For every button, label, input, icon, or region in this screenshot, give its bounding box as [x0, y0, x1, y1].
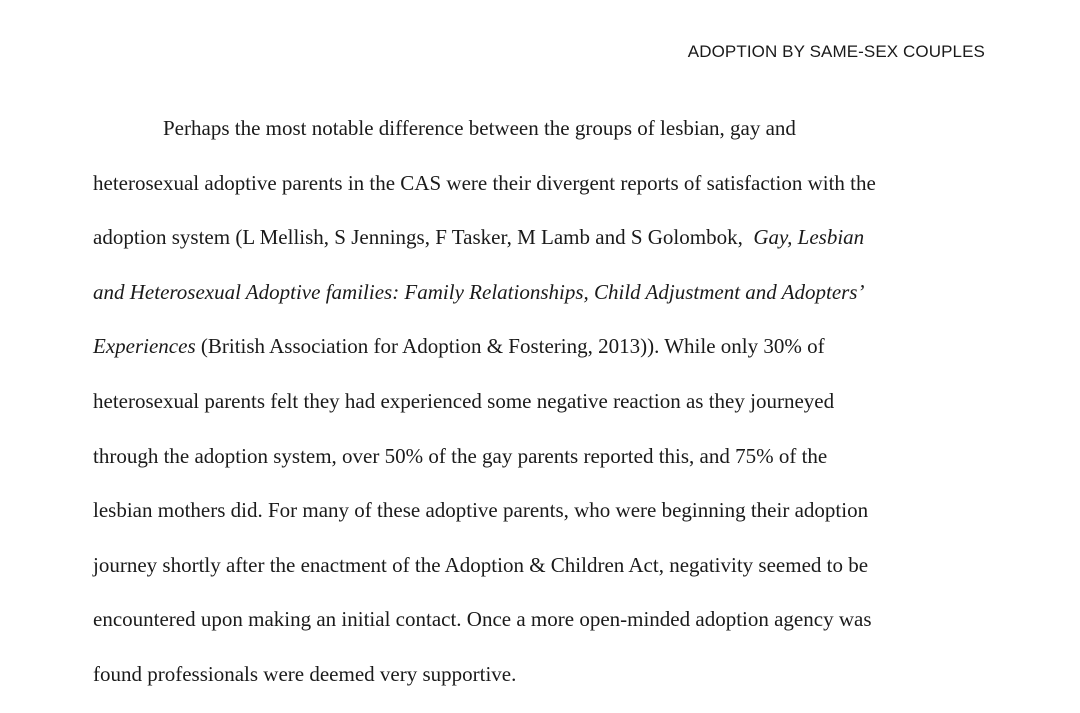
text-segment: (British Association for Adoption & Fostering, 2013)). While only 30% of	[195, 334, 825, 359]
text-segment: lesbian mothers did. For many of these adoptive parents, who were beginning their adoption	[93, 498, 869, 523]
body-paragraph	[93, 110, 993, 711]
text-segment: journey shortly after the enactment of the Adoption & Children Act, negativity seemed to be	[93, 552, 869, 577]
text-segment: heterosexual adoptive parents in the CAS were their divergent reports of satisfaction with the	[93, 170, 876, 195]
italic-title-segment: Gay, Lesbian	[753, 225, 865, 250]
running-head: ADOPTION BY SAME-SEX COUPLES	[687, 42, 985, 61]
paragraph-line	[93, 383, 993, 438]
text-segment: adoption system (L Mellish, S Jennings, F Tasker, M Lamb and S Golombok,	[93, 225, 754, 250]
text-segment: encountered upon making an initial contact. Once a more open-minded adoption agency was	[93, 607, 872, 632]
text-segment: through the adoption system, over 50% of the gay parents reported this, and 75% of the	[93, 443, 828, 468]
paragraph-line	[93, 110, 993, 165]
italic-title-segment: and Heterosexual Adoptive families: Family Relationships, Child Adjustment and Adopters’	[93, 279, 865, 304]
paragraph-line	[93, 274, 993, 329]
italic-title-segment: Experiences	[93, 334, 196, 359]
paragraph-line	[93, 438, 993, 493]
paragraph-line	[93, 165, 993, 220]
paragraph-line	[93, 328, 993, 383]
paragraph-line	[93, 601, 993, 656]
paragraph-line	[93, 547, 993, 602]
paragraph-line	[93, 219, 993, 274]
paragraph-line	[93, 656, 993, 711]
text-segment: found professionals were deemed very supportive.	[93, 661, 517, 686]
paragraph-line	[93, 492, 993, 547]
text-segment: Perhaps the most notable difference between the groups of lesbian, gay and	[163, 116, 796, 140]
text-segment: heterosexual parents felt they had experienced some negative reaction as they journeyed	[93, 388, 835, 413]
